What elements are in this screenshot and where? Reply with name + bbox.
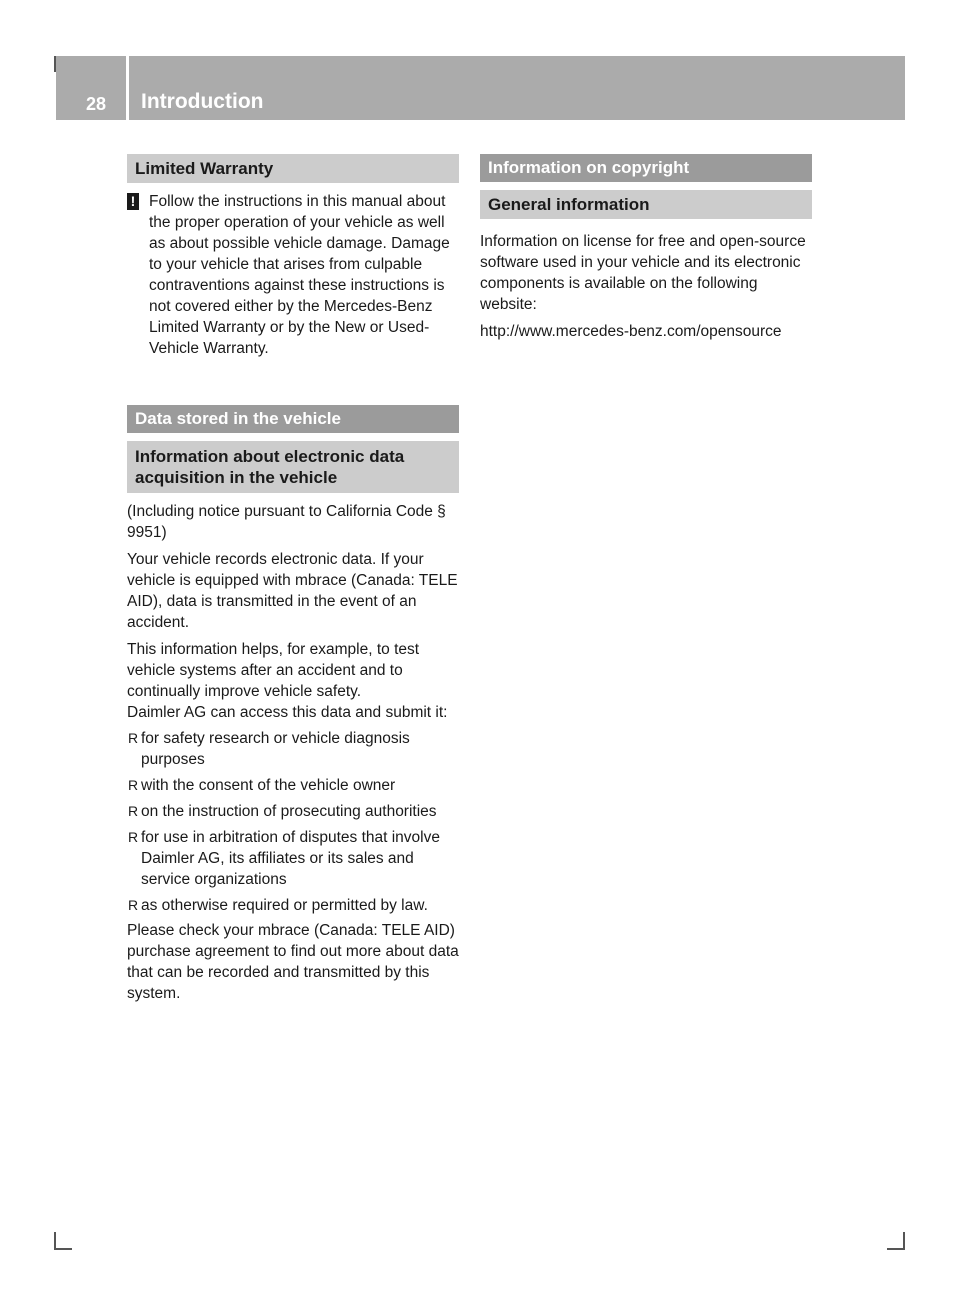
- electronic-data-subheading: Information about electronic data acquisition in the vehicle: [127, 441, 459, 493]
- mbrace-paragraph: Please check your mbrace (Canada: TELE AID) purchase agreement to find out more about data that can be recorded and transmitted by this system.: [127, 922, 459, 1002]
- license-paragraph: Information on license for free and open-source software used in your vehicle and its electronic components is available on the following website:: [480, 233, 806, 313]
- bullet-icon: R: [127, 777, 139, 793]
- limited-warranty-heading: Limited Warranty: [127, 154, 459, 183]
- list-item-text: on the instruction of prosecuting authorities: [141, 803, 437, 820]
- page-header: [56, 56, 905, 120]
- page-number: 28: [86, 94, 107, 114]
- records-paragraph: Your vehicle records electronic data. If your vehicle is equipped with mbrace (Canada: TELE AID), data is transmitted in the event of an accident.: [127, 551, 458, 631]
- crop-mark: [887, 1248, 905, 1250]
- warranty-notice: [127, 191, 459, 359]
- helps-paragraph: This information helps, for example, to test vehicle systems after an accident and to continually improve vehicle safety.: [127, 641, 420, 700]
- crop-mark: [54, 1248, 72, 1250]
- data-stored-heading: Data stored in the vehicle: [127, 405, 459, 433]
- right-column: [480, 154, 812, 342]
- access-paragraph: Daimler AG can access this data and submit it:: [127, 704, 448, 721]
- warranty-text: Follow the instructions in this manual about the proper operation of your vehicle as well as about possible vehicle damage. Damage to your vehicle that arises from culpable contraventions against these instructions is not covered either by the Mercedes-Benz Limited Warranty or by the New or Used-Vehicle Warranty.: [149, 193, 450, 357]
- list-item: [127, 827, 459, 890]
- list-item: [127, 775, 459, 796]
- header-separator: [126, 56, 129, 120]
- copyright-heading: Information on copyright: [480, 154, 812, 182]
- general-information-heading: General information: [480, 190, 812, 219]
- list-item-text: for safety research or vehicle diagnosis purposes: [141, 730, 410, 768]
- list-item: [127, 728, 459, 770]
- list-item-text: for use in arbitration of disputes that involve Daimler AG, its affiliates or its sales and service organizations: [141, 829, 440, 888]
- bullet-icon: R: [127, 829, 139, 845]
- list-item-text: as otherwise required or permitted by law.: [141, 897, 428, 914]
- list-item-text: with the consent of the vehicle owner: [141, 777, 396, 794]
- list-item: [127, 895, 459, 916]
- bullet-icon: R: [127, 730, 139, 746]
- opensource-link[interactable]: http://www.mercedes-benz.com/opensource: [480, 323, 782, 340]
- bullet-icon: R: [127, 803, 139, 819]
- list-item: [127, 801, 459, 822]
- california-notice: (Including notice pursuant to California Code § 9951): [127, 503, 446, 541]
- section-title: Introduction: [141, 90, 264, 113]
- left-column: [127, 154, 459, 1004]
- warning-icon: !: [127, 193, 139, 210]
- bullet-icon: R: [127, 897, 139, 913]
